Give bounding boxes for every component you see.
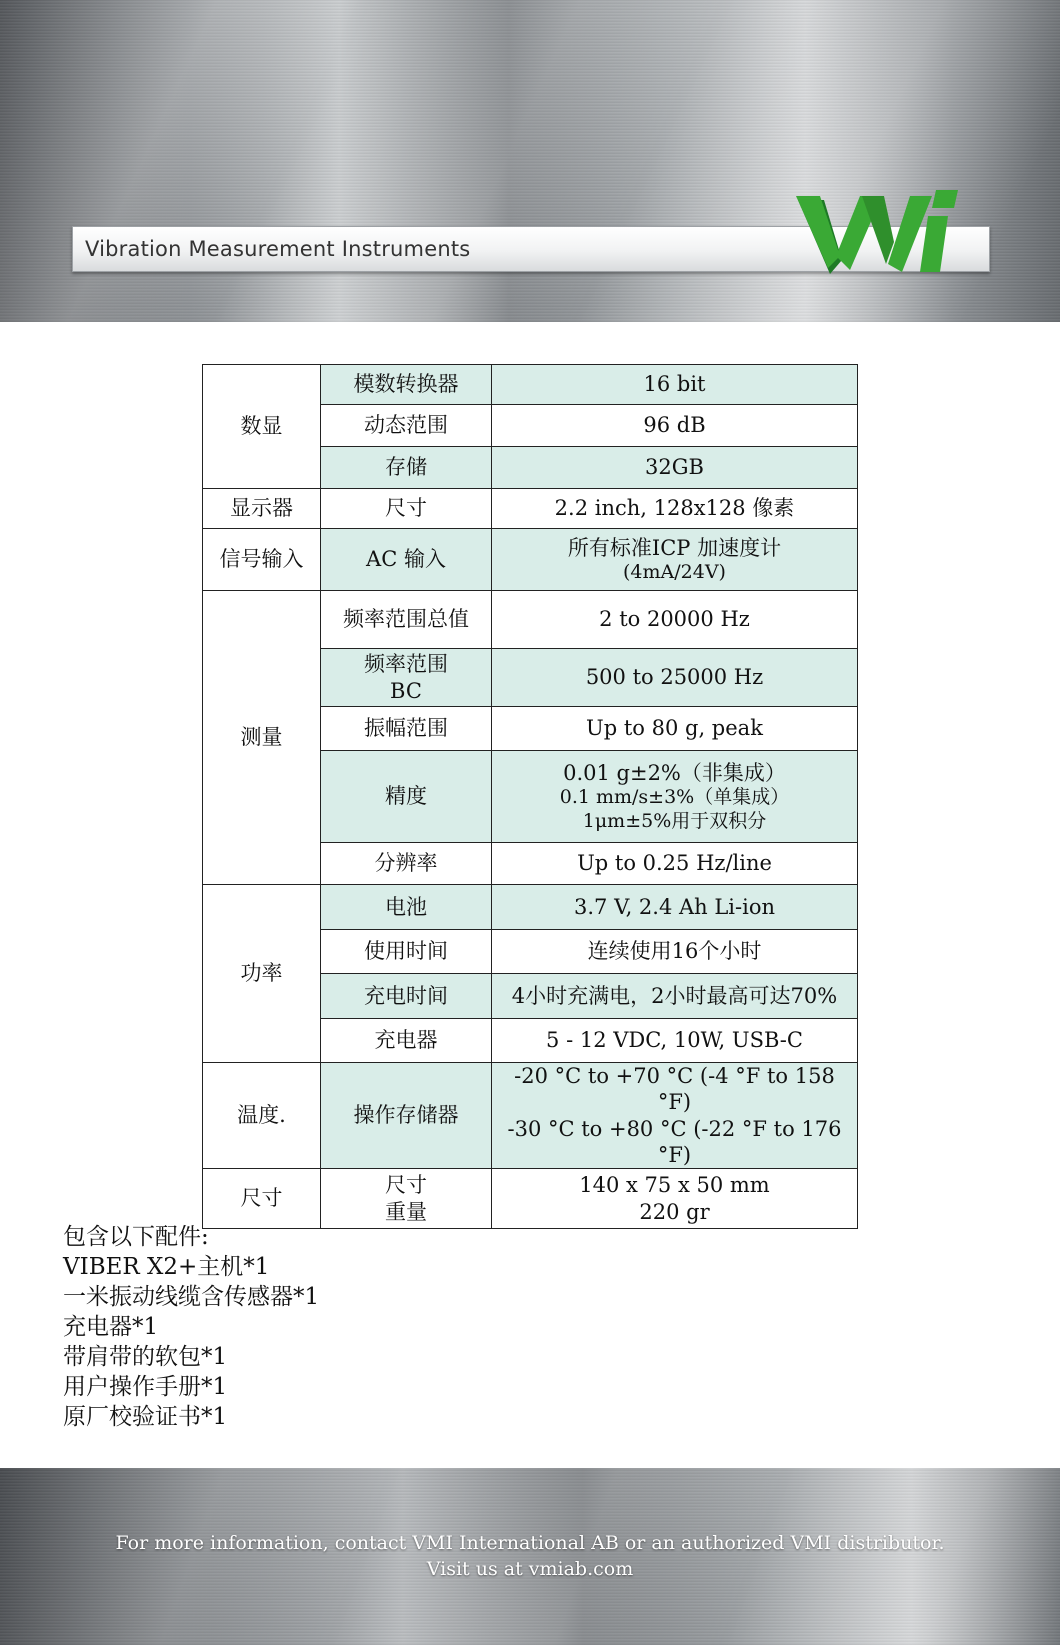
table-row <box>203 529 858 591</box>
table-row <box>203 591 858 649</box>
param-cell: 操作存储器 <box>321 1063 492 1169</box>
param-line: 尺寸 <box>385 1173 427 1198</box>
value-cell: 2.2 inch, 128x128 像素 <box>492 489 858 529</box>
accessories-list <box>63 1222 319 1432</box>
param-line: BC <box>390 678 422 703</box>
param-cell: 精度 <box>321 751 492 843</box>
table-row <box>203 1063 858 1169</box>
param-line: 重量 <box>385 1199 427 1224</box>
value-line: 220 gr <box>639 1199 710 1224</box>
footer-website: Visit us at vmiab.com <box>426 1558 634 1580</box>
value-line: -20 °C to +70 °C (-4 °F to 158 °F) <box>514 1064 835 1115</box>
value-cell: 16 bit <box>492 365 858 405</box>
value-cell: 500 to 25000 Hz <box>492 649 858 707</box>
param-cell <box>321 1169 492 1229</box>
footer-banner <box>0 1468 1060 1645</box>
value-cell <box>492 1063 858 1169</box>
value-line: 0.01 g±2%（非集成） <box>563 760 786 785</box>
param-cell: 尺寸 <box>321 489 492 529</box>
value-line: 所有标准ICP 加速度计 <box>567 535 782 560</box>
accessories-heading: 包含以下配件: <box>63 1224 209 1250</box>
param-cell: 频率范围总值 <box>321 591 492 649</box>
group-cell: 数显 <box>203 365 321 489</box>
value-cell: 3.7 V, 2.4 Ah Li-ion <box>492 885 858 930</box>
table-row <box>203 365 858 405</box>
value-line: -30 °C to +80 °C (-22 °F to 176 °F) <box>507 1116 842 1167</box>
param-cell: AC 输入 <box>321 529 492 591</box>
value-cell: 连续使用16个小时 <box>492 930 858 974</box>
list-item: VIBER X2+主机*1 <box>63 1254 270 1280</box>
param-cell: 电池 <box>321 885 492 930</box>
value-line: 0.1 mm/s±3%（单集成） <box>559 785 790 808</box>
param-cell: 振幅范围 <box>321 707 492 751</box>
param-cell: 充电器 <box>321 1019 492 1063</box>
vmi-logo <box>790 186 970 286</box>
group-cell: 测量 <box>203 591 321 885</box>
value-cell: 96 dB <box>492 405 858 447</box>
value-cell: 5 - 12 VDC, 10W, USB-C <box>492 1019 858 1063</box>
group-cell: 显示器 <box>203 489 321 529</box>
page-title: Vibration Measurement Instruments <box>85 237 471 261</box>
header-banner <box>0 0 1060 322</box>
value-line: (4mA/24V) <box>623 560 726 583</box>
value-cell <box>492 751 858 843</box>
param-cell: 分辨率 <box>321 843 492 885</box>
list-item: 用户操作手册*1 <box>63 1374 228 1400</box>
table-row <box>203 885 858 930</box>
group-cell: 温度. <box>203 1063 321 1169</box>
table-row <box>203 1169 858 1229</box>
param-cell: 存储 <box>321 447 492 489</box>
param-cell: 动态范围 <box>321 405 492 447</box>
group-cell: 功率 <box>203 885 321 1063</box>
param-cell: 充电时间 <box>321 974 492 1019</box>
param-line: 频率范围 <box>364 652 448 677</box>
value-cell: 4小时充满电，2小时最高可达70% <box>492 974 858 1019</box>
param-cell: 模数转换器 <box>321 365 492 405</box>
list-item: 一米振动线缆含传感器*1 <box>63 1284 320 1310</box>
group-cell: 尺寸 <box>203 1169 321 1229</box>
group-cell: 信号输入 <box>203 529 321 591</box>
value-cell: 2 to 20000 Hz <box>492 591 858 649</box>
value-cell <box>492 1169 858 1229</box>
table-row <box>203 489 858 529</box>
list-item: 原厂校验证书*1 <box>63 1404 228 1430</box>
value-line: 1μm±5%用于双积分 <box>582 809 767 832</box>
value-line: 140 x 75 x 50 mm <box>579 1173 770 1198</box>
footer-contact: For more information, contact VMI International AB or an authorized VMI distributor. <box>115 1532 945 1554</box>
param-cell: 使用时间 <box>321 930 492 974</box>
list-item: 带肩带的软包*1 <box>63 1344 228 1370</box>
spec-table <box>202 364 858 1229</box>
list-item: 充电器*1 <box>63 1314 159 1340</box>
param-cell <box>321 649 492 707</box>
value-cell: Up to 80 g, peak <box>492 707 858 751</box>
value-cell: Up to 0.25 Hz/line <box>492 843 858 885</box>
value-cell: 32GB <box>492 447 858 489</box>
value-cell <box>492 529 858 591</box>
